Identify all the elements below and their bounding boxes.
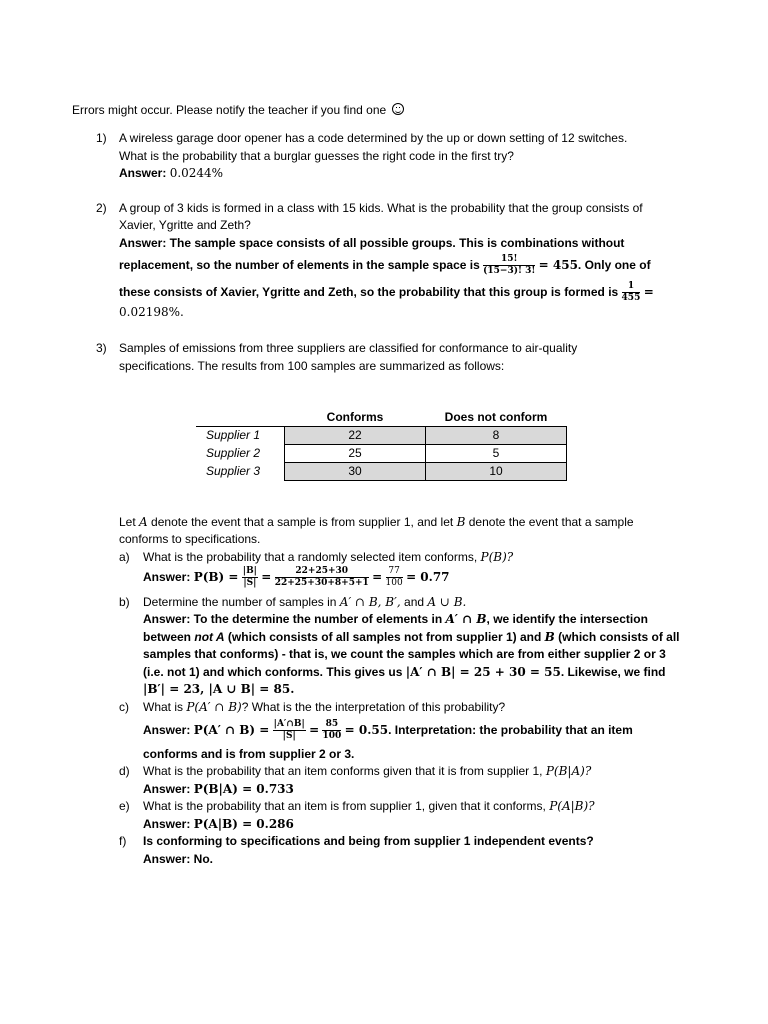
qb-l2-mid: (which consists of all samples not from supplier 1) and — [227, 630, 542, 644]
q2-number: 2) — [96, 201, 107, 215]
cell-conforms: 30 — [285, 463, 426, 481]
qb-l2-b: B — [544, 630, 555, 644]
qb-question-math1: A′ ∩ B, B′, — [339, 595, 401, 609]
intro-event-a: A — [139, 515, 148, 529]
qe-question-math: P(A|B)? — [549, 799, 595, 813]
header-conforms: Conforms — [326, 410, 384, 424]
qc-frac-intersection — [273, 719, 306, 742]
qf-answer: Answer: No. — [143, 852, 214, 866]
q2-line1: A group of 3 kids is formed in a class with 15 kids. What is the probability that the group consists of — [119, 201, 643, 215]
qa-frac2-den: 22+25+30+8+5+1 — [274, 578, 369, 589]
qb-l4-math: |A′ ∩ B| = 25 + 30 = 55 — [405, 665, 561, 679]
qa-frac3-num: 77 — [386, 566, 403, 578]
qb-answer-line4 — [143, 664, 666, 681]
qe-question-text: What is the probability that an item is from supplier 1, given that it conforms, — [143, 799, 546, 813]
qa-eq2: = — [372, 570, 383, 584]
qe-answer — [143, 816, 294, 833]
smiley-face-icon — [392, 103, 404, 115]
row-label: Supplier 1 — [196, 427, 285, 445]
intro-event-b: B — [456, 515, 466, 529]
qc-question-math: P(A′ ∩ B) — [186, 700, 242, 714]
qa-question-text: What is the probability that a randomly selected item conforms, — [143, 550, 478, 564]
intro-let: Let — [119, 515, 136, 529]
qb-answer-line2 — [143, 629, 680, 646]
qe-answer-label: Answer: — [143, 817, 191, 831]
qc-eq: = — [309, 723, 320, 737]
qb-l1-math: A′ ∩ B — [445, 612, 487, 626]
qc-frac2-den: 100 — [322, 731, 342, 742]
table-row — [196, 445, 567, 463]
q3-line1: Samples of emissions from three suppliers are classified for conformance to air-quality — [119, 341, 578, 355]
q2-line2: Xavier, Ygritte and Zeth? — [119, 218, 251, 232]
q1-line1: A wireless garage door opener has a code determined by the up or down setting of 12 switches. — [119, 131, 628, 145]
q1-answer-value: 0.0244% — [169, 166, 224, 180]
q2-line5-text: these consists of Xavier, Ygritte and Zeth, so the probability that this group is formed is — [119, 285, 619, 299]
q1-number: 1) — [96, 131, 107, 145]
cell-not-conform: 10 — [426, 463, 567, 481]
q2-line4-tail: . Only one of — [577, 258, 651, 272]
qc-interpretation: . Interpretation: the probability that an item — [388, 723, 633, 737]
qc-number: c) — [119, 700, 129, 714]
q2-fraction-combinations — [483, 254, 535, 277]
q3-line2: specifications. The results from 100 samples are summarized as follows: — [119, 359, 505, 373]
qb-l2-between: between — [143, 630, 192, 644]
q2-line4 — [119, 252, 651, 278]
table-header-row — [196, 409, 567, 427]
qa-frac-77-100 — [386, 566, 403, 589]
qb-question-and: and — [404, 595, 425, 609]
row-label: Supplier 2 — [206, 446, 261, 460]
qd-answer-math: P(B|A) = 0.733 — [193, 782, 294, 796]
q2-fraction-probability — [622, 281, 641, 304]
notice-text: Errors might occur. Please notify the teacher if you find one — [72, 103, 387, 117]
qa-question-math: P(B)? — [480, 550, 514, 564]
q2-frac1-numerator: 15! — [483, 254, 535, 266]
qb-l2-not-a: not A — [194, 630, 225, 644]
qb-number: b) — [119, 595, 130, 609]
qc-frac1-num: |A′∩B| — [273, 719, 305, 730]
qc-answer-label: Answer: — [143, 723, 191, 737]
q2-frac2-numerator: 1 — [622, 281, 641, 293]
qb-l4-tail: . Likewise, we find — [560, 665, 666, 679]
qd-answer — [143, 781, 294, 798]
qc-frac2-num: 85 — [322, 719, 341, 731]
qa-answer — [143, 564, 450, 590]
qa-number: a) — [119, 550, 130, 564]
qb-question — [143, 594, 466, 611]
qd-question-math: P(B|A)? — [545, 764, 592, 778]
q2-equals: = — [643, 285, 654, 299]
qf-question: Is conforming to specifications and being from supplier 1 independent events? — [143, 834, 594, 848]
qc-answer-line2: conforms and is from supplier 2 or 3. — [143, 747, 355, 761]
qa-frac1-num: |B| — [242, 566, 257, 577]
cell-not-conform: 5 — [426, 445, 567, 463]
qa-answer-label: Answer: — [143, 570, 191, 584]
qc-question-tail: ? What is the the interpretation of this probability? — [241, 700, 506, 714]
intro-tail: denote the event that a sample — [468, 515, 634, 529]
qc-result: = 0.55 — [344, 723, 389, 737]
qb-question-text: Determine the number of samples in — [143, 595, 337, 609]
q2-frac1-denominator: (15−3)! 3! — [483, 266, 536, 277]
intro-mid: denote the event that a sample is from supplier 1, and let — [151, 515, 454, 529]
qc-answer — [143, 717, 633, 743]
q2-line5 — [119, 279, 654, 305]
qc-answer-math: P(A′ ∩ B) = — [193, 723, 270, 737]
row-label: Supplier 3 — [206, 464, 261, 478]
qb-answer-line5: |B′| = 23, |A ∪ B| = 85. — [143, 682, 295, 696]
qc-question — [143, 699, 505, 716]
qc-frac1-den: |S| — [282, 731, 296, 742]
q2-line3: Answer: The sample space consists of all possible groups. This is combinations without — [119, 236, 625, 250]
qf-number: f) — [119, 834, 127, 848]
table-row — [196, 427, 567, 445]
q3-intro-line2: conforms to specifications. — [119, 532, 261, 546]
cell-conforms: 25 — [285, 445, 426, 463]
q2-line6: 0.02198%. — [119, 305, 184, 319]
notice-line — [72, 102, 404, 119]
cell-conforms: 22 — [285, 427, 426, 445]
qa-eq1: = — [261, 570, 272, 584]
qa-frac3-den: 100 — [385, 578, 403, 589]
qa-frac-counts — [275, 566, 369, 589]
qa-frac2-num: 22+25+30 — [275, 566, 369, 578]
qc-frac-85-100 — [322, 719, 341, 742]
qd-question-text: What is the probability that an item conforms given that it is from supplier 1, — [143, 764, 543, 778]
cell-not-conform: 8 — [426, 427, 567, 445]
q1-line2: What is the probability that a burglar guesses the right code in the first try? — [119, 149, 514, 163]
qb-answer-line1 — [143, 611, 648, 628]
qd-question — [143, 763, 591, 780]
qb-answer-line3: samples that conforms) - that is, we count the samples which are from either supplier 2 or 3 — [143, 647, 666, 661]
qc-question-text: What is — [143, 700, 184, 714]
q3-number: 3) — [96, 341, 107, 355]
qe-question — [143, 798, 595, 815]
table-row — [196, 463, 567, 481]
qb-question-math2: A ∪ B. — [427, 595, 467, 609]
q2-combinations-result: = 455 — [538, 258, 578, 272]
qb-l1-text: Answer: To the determine the number of elements in — [143, 612, 443, 626]
qa-answer-pb: P(B) = — [193, 570, 239, 584]
qd-answer-label: Answer: — [143, 782, 191, 796]
qe-answer-math: P(A|B) = 0.286 — [193, 817, 294, 831]
qa-result: = 0.77 — [406, 570, 450, 584]
qd-number: d) — [119, 764, 130, 778]
qe-number: e) — [119, 799, 130, 813]
qa-frac-b-over-s — [242, 566, 258, 589]
qa-frac1-den: |S| — [243, 578, 257, 589]
q2-frac2-denominator: 455 — [621, 293, 641, 304]
header-does-not-conform: Does not conform — [444, 410, 548, 424]
q2-line4-text: replacement, so the number of elements in the sample space is — [119, 258, 480, 272]
qb-l1-tail: , we identify the intersection — [486, 612, 648, 626]
q3-intro-line1 — [119, 514, 634, 531]
supplier-table — [196, 409, 567, 481]
q1-answer-label: Answer: — [119, 166, 167, 180]
qb-l2-tail: (which consists of all — [558, 630, 680, 644]
q1-answer — [119, 165, 223, 182]
qb-l4-text: (i.e. not 1) and which conforms. This gives us — [143, 665, 403, 679]
